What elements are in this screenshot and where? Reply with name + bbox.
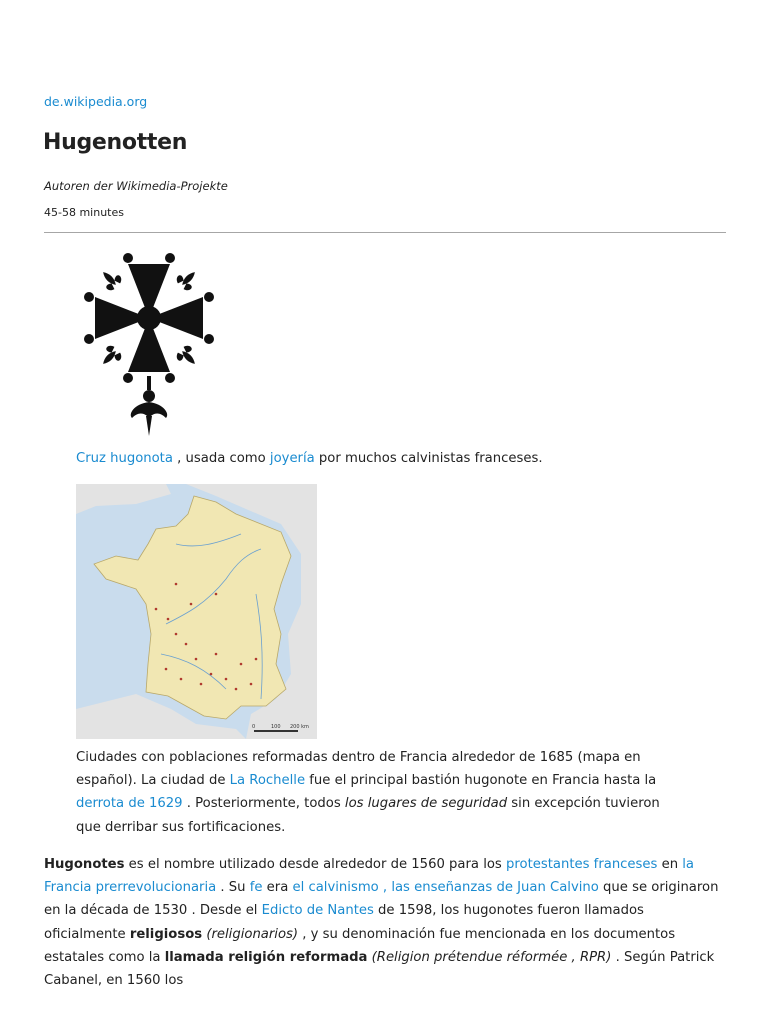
derrota-1629-link[interactable]: derrota de 1629 (76, 796, 183, 812)
bold-term: Hugonotes (44, 857, 125, 872)
header-divider (44, 232, 726, 233)
caption-text: . Posteriormente, todos (182, 796, 345, 812)
caption-text: , usada como (172, 451, 270, 466)
bold-term: religiosos (129, 926, 203, 942)
paragraph-text: , y su denominación fue mencionada en los documentos estatales como la (44, 926, 676, 965)
caption-text: por muchos calvinistas franceses. (314, 451, 543, 466)
calvinismo-link[interactable]: el calvinismo , las enseñanzas de Juan Calvino (292, 880, 599, 896)
paragraph-text: es el nombre utilizado desde alrededor de 1560 para los (124, 857, 506, 872)
italic-term: (religionarios) (206, 926, 299, 942)
joyeria-link[interactable]: joyería (269, 451, 315, 466)
francia-prerrevolucionaria-link[interactable]: la Francia prerrevolucionaria (44, 857, 695, 896)
caption-text: Ciudades con poblaciones reformadas dentro de Francia alrededor de 1685 (mapa en español). La ciudad de (76, 750, 641, 789)
cruz-hugonota-link[interactable]: Cruz hugonota (76, 451, 173, 466)
protestantes-franceses-link[interactable]: protestantes franceses (506, 857, 658, 872)
map-scale-label: 200 km (290, 724, 309, 730)
paragraph-text: era (262, 880, 293, 896)
paragraph-text: . Su (216, 880, 250, 896)
figure2-caption (76, 746, 676, 839)
italic-term: (Religion prétendue réformée , RPR) (371, 949, 612, 965)
caption-text: fue el principal bastión hugonote en Francia hasta la (305, 773, 657, 789)
map-scale-label: 0 (252, 724, 256, 730)
article-paragraph (44, 853, 728, 992)
paragraph-text: que se originaron en la década de 1530 . Desde el (44, 880, 719, 919)
map-scale-label: 100 (271, 724, 281, 730)
article-title: Hugenotten (43, 130, 188, 155)
huguenot-cross-icon (76, 246, 222, 440)
reading-time: 45-58 minutes (44, 206, 124, 219)
edicto-de-nantes-link[interactable]: Edicto de Nantes (261, 903, 374, 919)
caption-text: sin excepción tuvieron que derribar sus fortificaciones. (76, 796, 660, 835)
fe-link[interactable]: fe (249, 880, 263, 896)
paragraph-text: de 1598, los hugonotes fueron llamados oficialmente (44, 903, 644, 942)
figure1-caption (76, 448, 726, 470)
article-author: Autoren der Wikimedia-Projekte (44, 179, 228, 193)
la-rochelle-link[interactable]: La Rochelle (229, 773, 306, 789)
paragraph-text: en (657, 857, 683, 872)
bold-term: llamada religión reformada (164, 949, 368, 965)
france-map-icon[interactable] (76, 484, 317, 739)
source-domain-link[interactable]: de.wikipedia.org (44, 94, 148, 109)
caption-italic: los lugares de seguridad (344, 796, 508, 812)
paragraph-text: . Según Patrick Cabanel, en 1560 los (44, 949, 715, 989)
